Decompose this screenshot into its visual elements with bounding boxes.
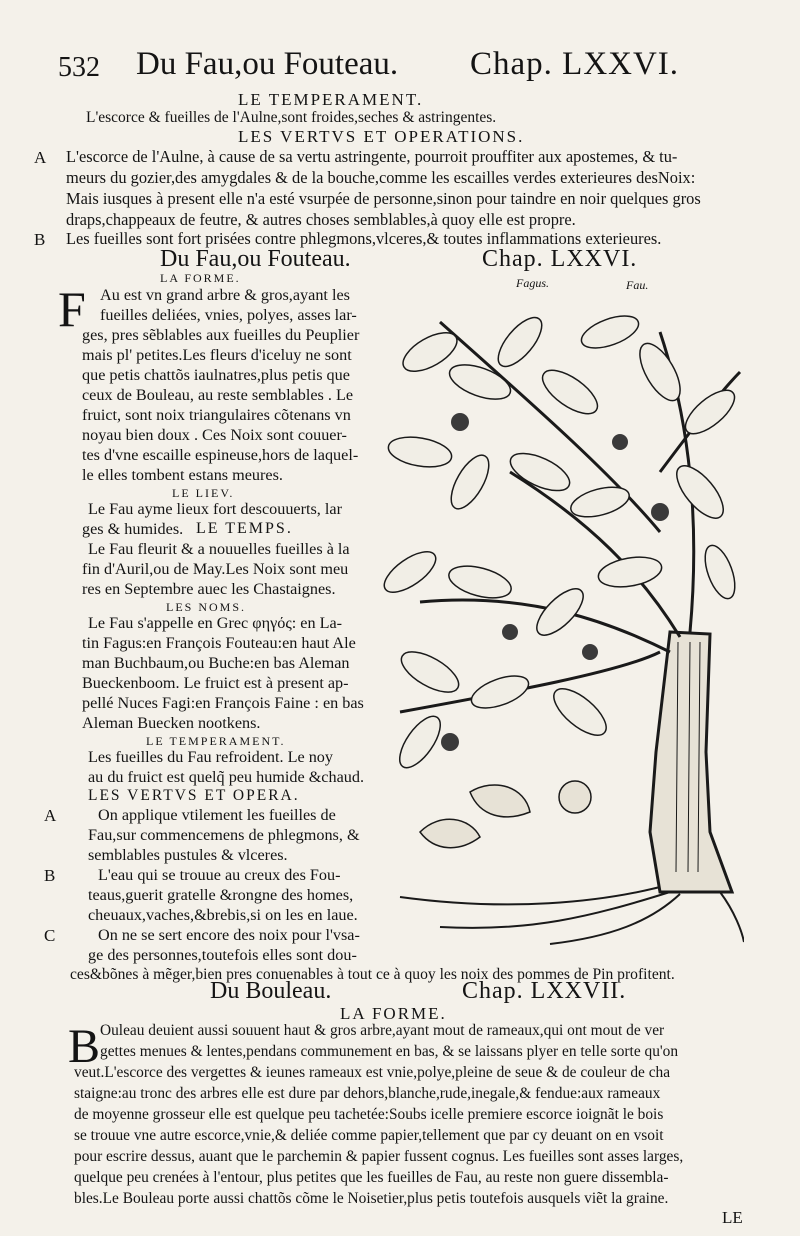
aulne-vertus-line: Les fueilles sont fort prisées contre phlegmons,vlceres,& toutes inflammations exterieures. (66, 229, 662, 248)
catchword: LE (722, 1208, 743, 1227)
fau-drop-cap: F (58, 281, 86, 337)
fau-temperament-heading: LE TEMPERAMENT. (146, 734, 286, 748)
fau-temps-line: res en Septembre auec les Chastaignes. (82, 580, 336, 598)
fau-lieu-heading: LE LIEV. (172, 486, 235, 500)
fau-temperament-line: Les fueilles du Fau refroident. Le noy (88, 748, 333, 766)
page-number: 532 (58, 52, 100, 83)
fau-forme-line: le elles tombent estans meures. (82, 466, 283, 484)
fau-forme-heading: LA FORME. (160, 271, 241, 285)
fau-forme-line: ceux de Bouleau, au reste semblables . Le (82, 386, 354, 404)
aulne-vertus-line: L'escorce de l'Aulne, à cause de sa vertu astringente, pourroit prouffiter aux apostemes, & tu- (66, 147, 678, 166)
margin-marker-a: A (44, 806, 57, 825)
bouleau-line: de moyenne grosseur elle est quelque peu tachetée:Soubs icelle premiere escorce ioignãt le bois (74, 1106, 664, 1123)
fau-chapter: Chap. LXXVI. (482, 246, 638, 272)
fau-temps-line: fin d'Auril,ou de May.Les Noix sont meu (82, 560, 349, 578)
fau-noms-line: tin Fagus:en François Fouteau:en haut Ale (82, 634, 356, 652)
fau-forme-line: noyau bien doux . Ces Noix sont couuer- (82, 426, 347, 444)
aulne-vertus-line: draps,chappeaux de feutre, & autres choses semblables,à quoy elle est propre. (66, 210, 576, 229)
fau-noms-line: Bueckenboom. Le fruict est à present ap- (82, 674, 349, 692)
margin-marker-b: B (44, 866, 56, 885)
fau-noms-line: man Buchbaum,ou Buche:en bas Aleman (82, 654, 350, 672)
fau-vertus-a-line: On applique vtilement les fueilles de (98, 806, 336, 824)
fau-forme-line: que petis chattõs iaulnatres,plus petis que (82, 366, 350, 384)
fau-title: Du Fau,ou Fouteau. (160, 246, 351, 272)
bouleau-chapter: Chap. LXXVII. (462, 978, 627, 1004)
bouleau-line: pour escrire dessus, auant que le parchemin & papier fussent cognus. Les fueilles sont asses larges, (74, 1148, 684, 1165)
bouleau-line: quelque peu crenées à l'entour, plus petites que les fueilles de Fau, au reste non guere dissembla- (74, 1169, 669, 1186)
fau-forme-line: fruict, sont noix triangulaires cõtenans vn (82, 406, 351, 424)
bouleau-line: gettes menues & lentes,pendans communement en bas, & se laissans plyer en telle sorte qu'on (100, 1043, 679, 1060)
fau-vertus-b-line: teaus,guerit gratelle &rongne des homes, (88, 886, 354, 904)
label-fagus: Fagus. (516, 276, 549, 290)
fau-lieu-line: Le Fau ayme lieux fort descouuerts, lar (88, 500, 342, 518)
fau-vertus-c-line: ge des personnes,toutefois elles sont dou- (88, 946, 357, 964)
fau-noms-line: Le Fau s'appelle en Grec φηγός: en La- (88, 614, 343, 632)
fau-forme-line: Au est vn grand arbre & gros,ayant les (100, 286, 350, 304)
running-header (58, 46, 748, 86)
fau-noms-heading: LES NOMS. (166, 600, 247, 614)
fau-forme-line: mais pl' petites.Les fleurs d'iceluy ne sont (82, 346, 352, 364)
bouleau-line: se trouue vne autre escorce,vnie,& deliée comme papier,tellement que par cy deuant on en vsoit (74, 1127, 664, 1144)
fau-lieu-line: ges & humides. (82, 520, 184, 538)
fau-full-width-line: ces&bõnes à mẽger,bien pres conuenables à tout ce à quoy les noix des pommes de Pin profitent. (70, 966, 675, 983)
fau-noms-line: Aleman Buecken nootkens. (82, 714, 261, 732)
bouleau-line: bles.Le Bouleau porte aussi chattõs cõme le Noisetier,plus petis toutefois ausquels viẽt la graine. (74, 1190, 669, 1207)
margin-marker-a: A (34, 148, 47, 167)
fau-temperament-line: au du fruict est quelq̃ peu humide &chaud. (88, 768, 365, 786)
aulne-vertus-line: meurs du gozier,des amygdales & de la bouche,comme les escailles verdes exterieures desNoix: (66, 168, 696, 187)
fau-vertus-heading: LES VERTVS ET OPERA. (88, 787, 300, 804)
aulne-temperament-text: L'escorce & fueilles de l'Aulne,sont froides,seches & astringentes. (86, 109, 497, 126)
bouleau-line: veut.L'escorce des vergettes & ieunes rameaux est vnie,polye,pleine de seue & de couleur de cha (74, 1064, 671, 1081)
bouleau-forme-heading: LA FORME. (340, 1004, 447, 1023)
bouleau-line: Ouleau deuient aussi souuent haut & gros arbre,ayant mout de rameaux,qui ont mout de ver (100, 1022, 665, 1039)
beech-tree-woodcut (360, 272, 744, 956)
aulne-vertus-line: Mais iusques à present elle n'a esté vsurpée de personne,sinon pour taindre en noir quelques gros (66, 189, 701, 208)
fau-noms-line: pellé Nuces Fagi:en François Faine : en bas (82, 694, 364, 712)
label-fau: Fau. (626, 278, 649, 292)
fau-forme-line: tes d'vne escaille espineuse,hors de laquel- (82, 446, 359, 464)
fau-vertus-a-line: semblables pustules & vlceres. (88, 846, 288, 864)
fau-forme-line: fueilles deliées, vnies, polyes, asses lar- (100, 306, 357, 324)
fau-vertus-a-line: Fau,sur commencemens de phlegmons, & (88, 826, 360, 844)
margin-marker-b: B (34, 230, 46, 249)
fau-vertus-b-line: L'eau qui se trouue au creux des Fou- (98, 866, 341, 884)
fau-forme-line: ges, pres sẽblables aux fueilles du Peuplier (82, 326, 360, 344)
fau-temps-line: Le Fau fleurit & a nouuelles fueilles à la (88, 540, 350, 558)
fau-vertus-b-line: cheuaux,vaches,&brebis,si on les en laue. (88, 906, 358, 924)
margin-marker-c: C (44, 926, 56, 945)
aulne-vertus-heading: LES VERTVS ET OPERATIONS. (238, 127, 525, 146)
bouleau-line: staigne:au tronc des arbres elle est dure par dehors,blanche,rude,inegale,& fendue:aux rameaux (74, 1085, 661, 1102)
bouleau-drop-cap: B (68, 1020, 101, 1073)
fau-temps-heading: LE TEMPS. (196, 520, 293, 537)
fau-vertus-c-line: On ne se sert encore des noix pour l'vsa- (98, 926, 360, 944)
running-chapter: Chap. LXXVI. (470, 46, 680, 82)
aulne-temperament-heading: LE TEMPERAMENT. (238, 90, 424, 109)
running-title: Du Fau,ou Fouteau. (136, 46, 399, 82)
bouleau-title: Du Bouleau. (210, 978, 332, 1004)
